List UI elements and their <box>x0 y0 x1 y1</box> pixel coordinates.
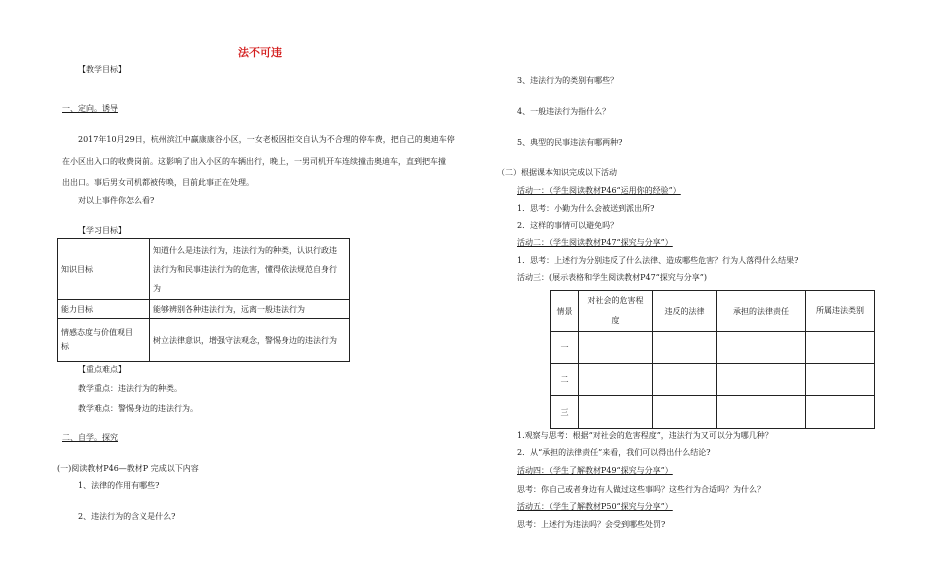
goal-content: 树立法律意识，增强守法观念，警惕身边的违法行为 <box>150 319 350 362</box>
section2-heading: 二、自学。探究 <box>62 433 118 442</box>
activity3-title: 活动三：(展示表格和学生阅读教材P47“探究与分享”) <box>517 273 707 282</box>
story-line-2: 在小区出入口的收费岗前。这影响了出入小区的车辆出行，晚上，一男司机开车连续撞击奥迪车，直到把车撞 <box>62 157 446 166</box>
table-row <box>551 364 875 396</box>
header-cell: 承担的法律责任 <box>717 291 806 332</box>
learning-goals-table <box>57 238 350 362</box>
goal-label: 能力目标 <box>58 300 150 319</box>
table-row <box>58 300 350 319</box>
activity4-title: 活动四：（学生了解教材P49“探究与分享”） <box>517 466 673 475</box>
header-cell: 情景 <box>551 291 579 332</box>
goal-content: 能够辨别各种违法行为，远离一般违法行为 <box>150 300 350 319</box>
question-1: 1、法律的作用有哪些? <box>78 481 160 490</box>
difficult-point: 教学难点：警惕身边的违法行为。 <box>78 404 198 413</box>
goal-content: 知道什么是违法行为，违法行为的种类，认识行政违 法行为和民事违法行为的危害，懂得依法规范自身行 为 <box>150 239 350 300</box>
key-point: 教学重点：违法行为的种类。 <box>78 384 182 393</box>
table-cell <box>717 332 806 364</box>
table-header-row <box>551 291 875 332</box>
table-cell <box>653 364 717 396</box>
teaching-goals-label: 【教学目标】 <box>78 65 126 74</box>
question-5: 5、典型的民事违法有哪两种? <box>517 138 623 147</box>
table-cell <box>579 332 653 364</box>
activity2-q1: 1．思考：上述行为分别违反了什么法律、造成哪些危害？行为人落得什么结果? <box>517 256 799 265</box>
story-line-3: 出出口。事后男女司机都被传唤，目前此事正在处理。 <box>62 178 254 187</box>
part2-heading: （二）根据课本知识完成以下活动 <box>497 168 617 177</box>
activity2-title: 活动二：（学生阅读教材P47“探究与分享”） <box>517 238 673 247</box>
activity3-table <box>550 290 875 429</box>
table-row <box>551 332 875 364</box>
row-label: 一 <box>551 332 579 364</box>
part1-heading: (一)阅读教材P46—教材P 完成以下内容 <box>57 464 199 473</box>
header-cell: 所属违法类别 <box>806 291 875 332</box>
table-cell <box>653 396 717 429</box>
story-line-1: 2017年10月29日，杭州滨江中赢康康谷小区，一女老板因拒交自认为不合理的停车费，把自己的奥迪车停 <box>78 135 455 144</box>
goal-label: 情感态度与价值观目 标 <box>58 319 150 362</box>
row-label: 二 <box>551 364 579 396</box>
question: 对以上事件你怎么看? <box>78 196 155 205</box>
activity5-q: 思考：上述行为违法吗？会受到哪些处罚? <box>517 520 666 529</box>
table-row <box>58 319 350 362</box>
header-cell: 对社会的危害程度 <box>579 291 653 332</box>
table-cell <box>653 332 717 364</box>
question-3: 3、违法行为的类别有哪些？ <box>517 76 619 85</box>
header-cell: 违反的法律 <box>653 291 717 332</box>
question-4: 4、一般违法行为指什么？ <box>517 107 611 116</box>
activity4-q: 思考：你自己或者身边有人做过这些事吗？这些行为合适吗？为什么？ <box>517 485 765 494</box>
question-2: 2、违法行为的含义是什么? <box>78 512 176 521</box>
activity1-q2: 2．这样的事情可以避免吗？ <box>517 221 619 230</box>
section1-heading: 一、定向。诱导 <box>62 104 118 113</box>
row-label: 三 <box>551 396 579 429</box>
table-cell <box>579 364 653 396</box>
key-points-label: 【重点难点】 <box>78 365 126 374</box>
observe-q2: 2．从“承担的法律责任”来看，我们可以得出什么结论? <box>517 448 711 457</box>
table-cell <box>579 396 653 429</box>
table-cell <box>806 396 875 429</box>
table-row <box>58 239 350 300</box>
goal-label: 知识目标 <box>58 239 150 300</box>
table-cell <box>717 364 806 396</box>
activity1-title: 活动一：（学生阅读教材P46“运用你的经验”） <box>517 186 681 195</box>
activity5-title: 活动五：（学生了解教材P50“探究与分享”） <box>517 502 673 511</box>
activity1-q1: 1．思考：小勤为什么会被送到派出所? <box>517 204 655 213</box>
learning-goals-label: 【学习目标】 <box>78 226 126 235</box>
table-cell <box>717 396 806 429</box>
page-title: 法不可违 <box>238 46 282 59</box>
table-cell <box>806 332 875 364</box>
table-row <box>551 396 875 429</box>
table-cell <box>806 364 875 396</box>
observe-q1: 1.观察与思考：根据“对社会的危害程度”，违法行为又可以分为哪几种？ <box>517 431 773 440</box>
